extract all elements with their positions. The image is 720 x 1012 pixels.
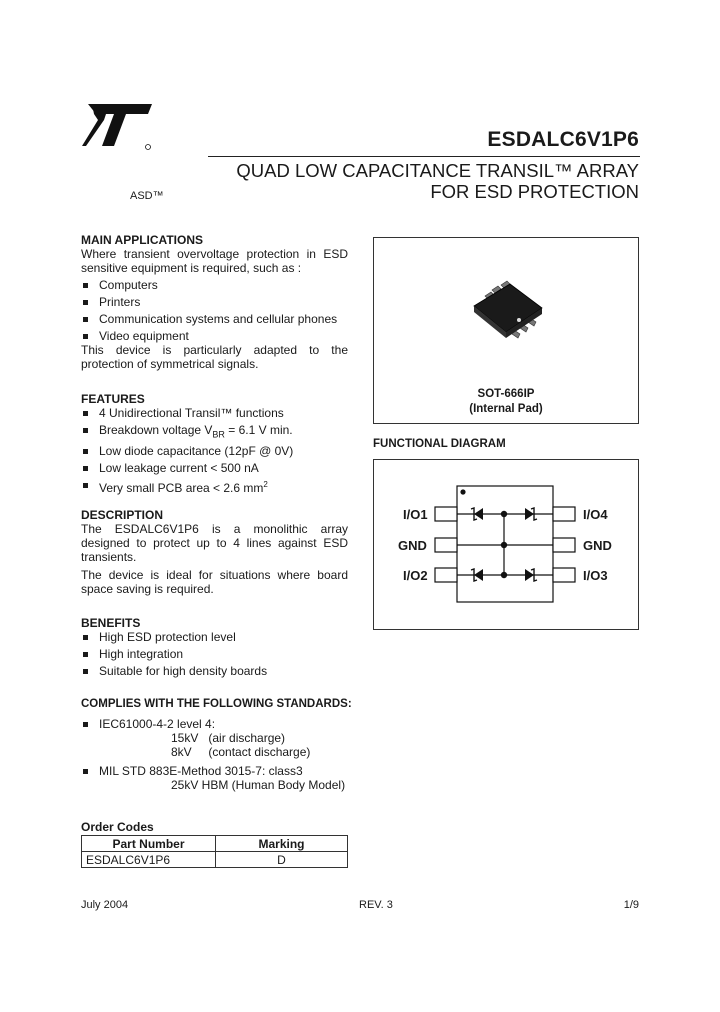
list-item: Video equipment — [81, 329, 348, 343]
pin-gnd-left-label: GND — [398, 538, 427, 553]
main-applications-list — [81, 278, 348, 343]
features-heading: FEATURES — [81, 392, 145, 406]
standards-heading: COMPLIES WITH THE FOLLOWING STANDARDS: — [81, 698, 352, 710]
list-item: High integration — [81, 647, 348, 661]
main-applications-heading: MAIN APPLICATIONS — [81, 233, 203, 247]
benefits-heading: BENEFITS — [81, 616, 141, 630]
list-item: Low leakage current < 500 nA — [81, 461, 348, 475]
title-line-1: QUAD LOW CAPACITANCE TRANSIL™ ARRAY — [236, 160, 639, 181]
description-para-2: The device is ideal for situations where board space saving is required. — [81, 568, 348, 596]
pin-io1-label: I/O1 — [403, 507, 428, 522]
standard-iec-air: 15kV (air discharge) — [171, 731, 286, 745]
list-item: Printers — [81, 295, 348, 309]
title-line-2: FOR ESD PROTECTION — [430, 181, 639, 202]
package-name: SOT-666IP — [477, 388, 535, 400]
main-applications-section — [81, 233, 348, 371]
list-item: High ESD protection level — [81, 630, 348, 644]
list-item: Suitable for high density boards — [81, 664, 348, 678]
cell-marking: D — [216, 852, 348, 868]
list-item — [81, 764, 361, 792]
table-row — [82, 852, 348, 868]
package-image — [470, 280, 550, 340]
list-item: Low diode capacitance (12pF @ 0V) — [81, 444, 348, 458]
footer-page: 1/9 — [623, 899, 639, 911]
footer-revision: REV. 3 — [359, 899, 393, 911]
standard-mil-hbm: 25kV HBM (Human Body Model) — [171, 778, 346, 792]
package-note: (Internal Pad) — [469, 403, 543, 415]
main-applications-outro: This device is particularly adapted to the protection of symmetrical signals. — [81, 343, 348, 371]
list-item — [81, 717, 361, 759]
benefits-section — [81, 616, 348, 678]
pin-gnd-right-label: GND — [583, 538, 612, 553]
cell-part-number: ESDALC6V1P6 — [82, 852, 216, 868]
pin-io2-label: I/O2 — [403, 568, 428, 583]
standards-list — [81, 717, 361, 792]
table-header-row — [82, 836, 348, 852]
description-section — [81, 508, 348, 596]
st-logo — [82, 102, 154, 152]
header-rule — [208, 156, 640, 157]
list-item: Very small PCB area < 2.6 $mm^2$ — [81, 478, 348, 495]
list-item: Breakdown voltage $V_{BR} = 6.1$ V min. — [81, 423, 348, 441]
list-item: Communication systems and cellular phones — [81, 312, 348, 326]
features-list — [81, 406, 348, 495]
benefits-list — [81, 630, 348, 678]
part-number: ESDALC6V1P6 — [487, 128, 639, 151]
description-para-1: The ESDALC6V1P6 is a monolithic array designed to protect up to 4 lines against ESD transients. — [81, 522, 348, 564]
description-heading: DESCRIPTION — [81, 508, 164, 522]
order-codes-heading: Order Codes — [81, 820, 154, 834]
pin-io4-label: I/O4 — [583, 507, 608, 522]
asd-label: ASD™ — [130, 190, 164, 202]
functional-diagram-title: FUNCTIONAL DIAGRAM — [373, 438, 506, 450]
main-applications-intro: Where transient overvoltage protection in ESD sensitive equipment is required, such as : — [81, 247, 348, 275]
standard-iec: IEC61000-4-2 level 4: — [99, 717, 216, 731]
standard-iec-contact: 8kV (contact discharge) — [171, 745, 311, 759]
list-item: 4 Unidirectional Transil™ functions — [81, 406, 348, 420]
order-codes-table — [81, 835, 348, 868]
standard-mil: MIL STD 883E-Method 3015-7: class3 — [99, 764, 303, 778]
footer-date: July 2004 — [81, 899, 129, 911]
standards-section — [81, 697, 361, 792]
list-item: Computers — [81, 278, 348, 292]
pin-io3-label: I/O3 — [583, 568, 608, 583]
col-marking: Marking — [216, 836, 348, 852]
col-part-number: Part Number — [82, 836, 216, 852]
features-section — [81, 392, 348, 495]
